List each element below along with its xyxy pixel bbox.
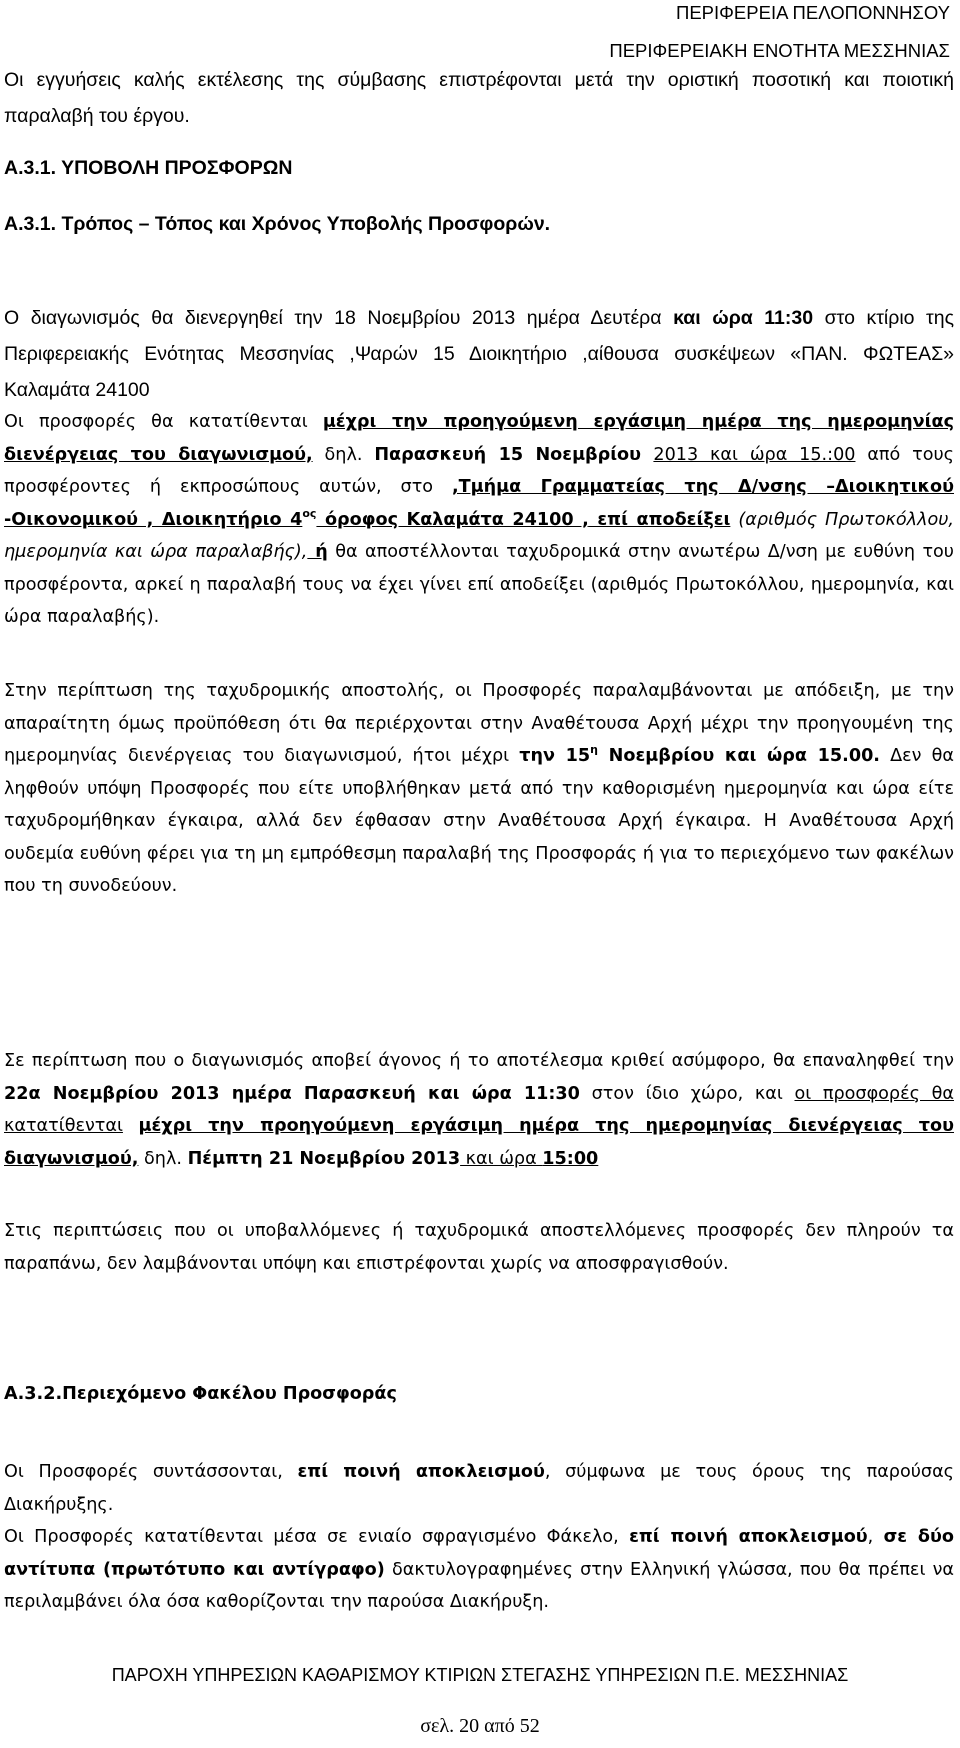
offers-paragraph: [4, 406, 954, 634]
offers-postal: θα αποστέλλονται ταχυδρομικά στην ανωτέρω Δ/νση με ευθύνη του προσφέροντα, αρκεί η παραλαβή τους να έχει γίνει επί αποδείξει (αριθμός Πρωτοκόλλου, ημερομηνία, και ώρα παραλαβής).: [4, 542, 954, 627]
postal-paragraph: [4, 675, 954, 903]
contest-location: στο κτίριο της Περιφερειακής Ενότητας Μεσσηνίας ,Ψαρών 15 Διοικητήριο ,αίθουσα συσκέψεων «ΠΑΝ. ΦΩΤΕΑΣ» Καλαμάτα 24100: [4, 307, 954, 401]
contest-paragraph: [4, 300, 954, 408]
repeat-g: δηλ.: [138, 1148, 188, 1169]
offers-or: ή: [307, 542, 328, 562]
repeat-day: Πέμπτη 21 Νοεμβρίου 2013: [187, 1148, 461, 1169]
offers-f: από τους προσφέροντες ή εκπροσώπους αυτών, στο: [4, 444, 954, 497]
content1-a: Οι Προσφορές συντάσσονται,: [4, 1462, 298, 1482]
repeat-time: 15:00: [542, 1148, 599, 1169]
repeat-date: 22α Νοεμβρίου 2013 ημέρα Παρασκευή και ώρα 11:30: [4, 1083, 580, 1104]
repeat-e: [123, 1116, 139, 1136]
repeat-i: και ώρα: [460, 1148, 543, 1169]
content1-paragraph: [4, 1456, 954, 1521]
guarantees-paragraph: Οι εγγυήσεις καλής εκτέλεσης της σύμβασης επιστρέφονται μετά την οριστική ποσοτική και ποιοτική παραλαβή του έργου.: [4, 69, 954, 127]
offers-receipt: επί αποδείξει: [588, 509, 731, 530]
content2-d: σε δύο αντίτυπα (πρωτότυπο και αντίγραφο): [4, 1527, 954, 1580]
offers-receipt-detail: (αριθμός Πρωτοκόλλου, ημερομηνία και ώρα παραλαβής),: [4, 509, 955, 562]
contest-text: Ο διαγωνισμός θα διενεργηθεί την 18 Νοεμβρίου 2013 ημέρα Δευτέρα: [4, 307, 674, 329]
content2-c: ,: [867, 1527, 884, 1547]
offers-a: Οι προσφορές θα κατατίθενται: [4, 412, 323, 432]
footer-title: ΠΑΡΟΧΗ ΥΠΗΡΕΣΙΩΝ ΚΑΘΑΡΙΣΜΟΥ ΚΤΙΡΙΩΝ ΣΤΕΓΑΣΗΣ ΥΠΗΡΕΣΙΩΝ Π.Ε. ΜΕΣΣΗΝΙΑΣ: [111, 1665, 849, 1685]
header-unit: ΠΕΡΙΦΕΡΕΙΑΚΗ ΕΝΟΤΗΤΑ ΜΕΣΣΗΝΙΑΣ: [609, 40, 950, 61]
postal-a: Στην περίπτωση της ταχυδρομικής αποστολής, οι Προσφορές παραλαμβάνονται με απόδειξη, με την απαραίτητη όμως προϋπόθεση ότι θα περιέρχονται στην Αναθέτουσα Αρχή μέχρι την προηγουμένη της ημερομηνίας διενέργειας του διαγωνισμού, ήτοι μέχρι: [4, 681, 954, 766]
content2-a: Οι Προσφορές κατατίθενται μέσα σε ενιαίο σφραγισμένο Φάκελο,: [4, 1527, 630, 1547]
content2-paragraph: [4, 1521, 954, 1619]
section-a31-heading: Α.3.1. ΥΠΟΒΟΛΗ ΠΡΟΣΦΟΡΩΝ: [4, 157, 293, 179]
page-number: σελ. 20 από 52: [420, 1715, 540, 1737]
offers-deadline: μέχρι την προηγούμενη εργάσιμη ημέρα της ημερομηνίας διενέργειας του διαγωνισμού,: [4, 412, 954, 465]
repeat-d: οι προσφορές θα κατατίθενται: [4, 1083, 954, 1136]
content1-c: , σύμφωνα με τους όρους της παρούσας Διακήρυξης.: [4, 1462, 954, 1515]
repeat-c: στον ίδιο χώρο, και: [579, 1083, 795, 1104]
contest-time: και ώρα 11:30: [673, 307, 814, 329]
repeat-a: Σε περίπτωση που ο διαγωνισμός αποβεί άγονος ή το αποτέλεσμα κριθεί ασύμφορο, θα επαναληφθεί την: [4, 1051, 954, 1071]
offers-date: Παρασκευή 15 Νοεμβρίου: [374, 444, 654, 465]
late-paragraph: Στις περιπτώσεις που οι υποβαλλόμενες ή ταχυδρομικά αποστελλόμενες προσφορές δεν πληρούν τα παραπάνω, δεν λαμβάνονται υπόψη και επιστρέφονται χωρίς να αποσφραγισθούν.: [4, 1221, 954, 1274]
content2-e: δακτυλογραφημένες στην Ελληνική γλώσσα, που θα πρέπει να περιλαμβάνει όλα όσα καθορίζονται την παρούσα Διακήρυξη.: [4, 1559, 954, 1612]
content2-b: επί ποινή αποκλεισμού: [629, 1527, 868, 1547]
offers-time: 2013 και ώρα 15.:00: [653, 444, 856, 465]
offers-floor-sup: ος: [302, 506, 317, 520]
offers-office: ,Τμήμα Γραμματείας της Δ/νσης –Διοικητικού -Οικονομικού , Διοικητήριο 4: [4, 477, 954, 530]
section-a32-heading: Α.3.2.Περιεχόμενο Φακέλου Προσφοράς: [4, 1384, 397, 1404]
postal-b: την 15: [519, 746, 591, 766]
section-a31-subheading: Α.3.1. Τρόπος – Τόπος και Χρόνος Υποβολής Προσφορών.: [4, 213, 551, 235]
header-region: ΠΕΡΙΦΕΡΕΙΑ ΠΕΛΟΠΟΝΝΗΣΟΥ: [675, 2, 950, 23]
content1-b: επί ποινή αποκλεισμού: [297, 1462, 545, 1482]
repeat-deadline: μέχρι την προηγούμενη εργάσιμη ημέρα της ημερομηνίας διενέργειας του διαγωνισμού,: [4, 1116, 954, 1169]
offers-city: όροφος Καλαμάτα 24100 ,: [316, 509, 589, 530]
postal-d: Δεν θα ληφθούν υπόψη Προσφορές που είτε υποβλήθηκαν μετά από την καθορισμένη ημερομηνία και ώρα είτε ταχυδρομήθηκαν έγκαιρα, αλλά δεν έφθασαν στην Αναθέτουσα Αρχή έγκαιρα. Η Αναθέτουσα Αρχή ουδεμία ευθύνη φέρει για τη μη εμπρόθεσμη παραλαβή της Προσφοράς ή για το περιεχόμενο των φακέλων που τη συνοδεύουν.: [4, 746, 955, 896]
postal-c: Νοεμβρίου και ώρα 15.00.: [598, 746, 880, 766]
repeat-paragraph: [4, 1045, 954, 1175]
postal-sup: η: [590, 743, 599, 757]
offers-c: δηλ.: [312, 444, 375, 465]
